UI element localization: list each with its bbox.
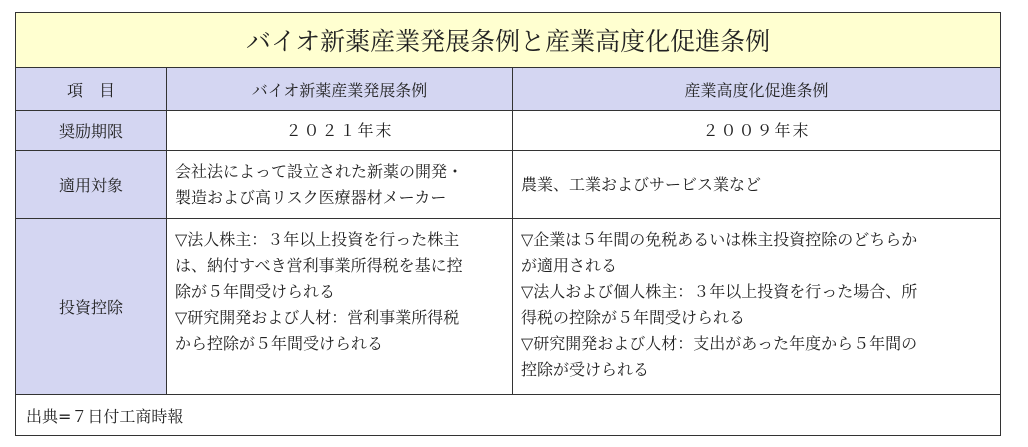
row-label-deadline: 奨励期限	[16, 111, 167, 151]
cell-line: ▽研究開発および人材：営利事業所得税	[175, 308, 460, 327]
cell-line: ▽法人および個人株主：３年以上投資を行った場合、所	[521, 282, 918, 301]
cell-line: は、納付すべき営利事業所得税を基に控	[175, 256, 463, 275]
cell-line: ２０２１年末	[285, 120, 394, 140]
header-col2: 産業高度化促進条例	[513, 68, 1001, 111]
deduction-col1	[167, 219, 513, 395]
row-label-target: 適用対象	[16, 151, 167, 219]
cell-line: が適用される	[521, 256, 618, 275]
table-row	[16, 111, 1001, 151]
cell-line: 製造および高リスク医療器材メーカー	[175, 187, 447, 207]
source-note: 出典=７日付工商時報	[16, 395, 1001, 436]
cell-line: 農業、工業およびサービス業など	[521, 174, 762, 194]
cell-line: ▽法人株主：３年以上投資を行った株主	[175, 230, 460, 249]
cell-line: ▽企業は５年間の免税あるいは株主投資控除のどちらか	[521, 230, 918, 249]
header-col1: バイオ新薬産業発展条例	[167, 68, 513, 111]
cell-line: 除が５年間受けられる	[175, 282, 336, 301]
deadline-col2	[513, 111, 1001, 151]
target-col1	[167, 151, 513, 219]
header-row	[16, 68, 1001, 111]
comparison-table-container	[15, 12, 1000, 436]
header-item: 項 目	[16, 68, 167, 111]
cell-line: 得税の控除が５年間受けられる	[521, 308, 746, 327]
table-row	[16, 151, 1001, 219]
cell-line: から控除が５年間受けられる	[175, 334, 384, 353]
target-col2	[513, 151, 1001, 219]
row-label-deduction: 投資控除	[16, 219, 167, 395]
deduction-col2	[513, 219, 1001, 395]
table-title: バイオ新薬産業発展条例と産業高度化促進条例	[16, 13, 1001, 68]
deadline-col1	[167, 111, 513, 151]
cell-line: ２００９年末	[702, 120, 811, 140]
cell-line: ▽研究開発および人材：支出があった年度から５年間の	[521, 334, 918, 353]
table-row	[16, 219, 1001, 395]
source-row	[16, 395, 1001, 436]
cell-line: 控除が受けられる	[521, 360, 650, 379]
comparison-table	[15, 12, 1001, 436]
cell-line: 会社法によって設立された新薬の開発・	[175, 161, 464, 181]
